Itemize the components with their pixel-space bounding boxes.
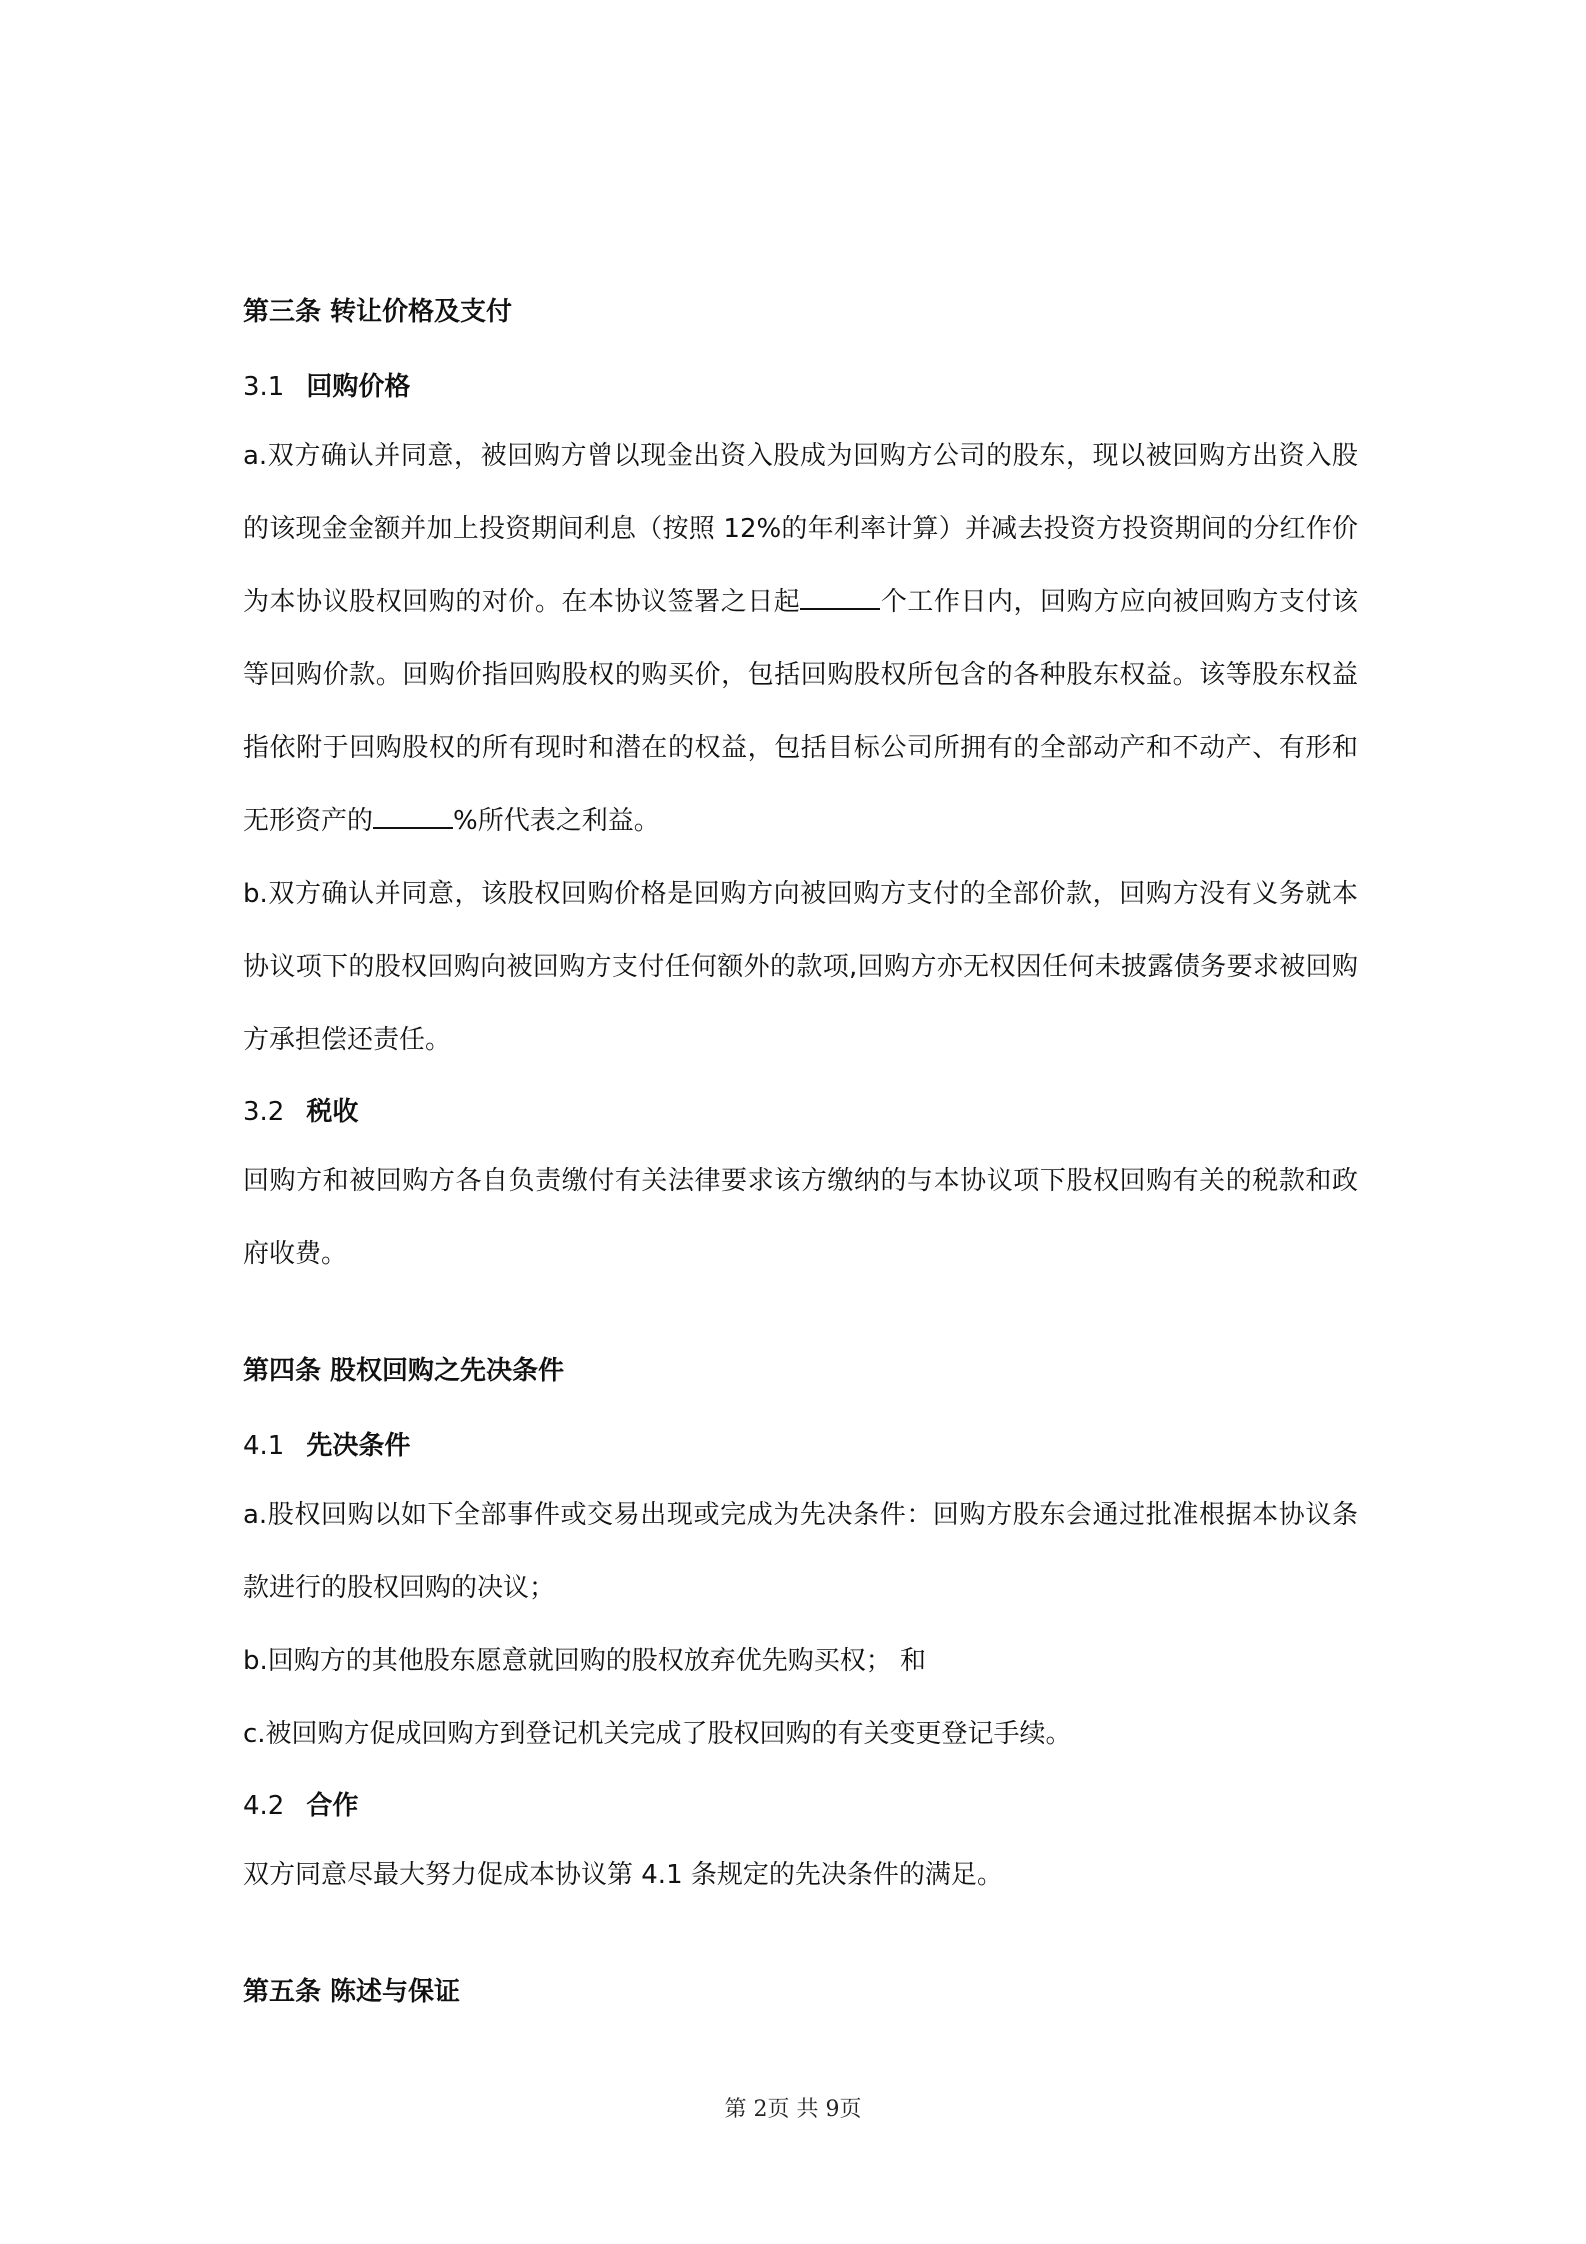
clause-4-1-a: a.股权回购以如下全部事件或交易出现或完成为先决条件：回购方股东会通过批准根据本协议条款进行的股权回购的决议； [243, 1500, 1358, 1603]
blank-working-days [800, 582, 880, 610]
section-4-2-title: 合作 [306, 1791, 359, 1821]
clause-4-2-text: 双方同意尽最大努力促成本协议第 4.1 条规定的先决条件的满足。 [243, 1860, 1003, 1890]
clause-3-2-text: 回购方和被回购方各自负责缴付有关法律要求该方缴纳的与本协议项下股权回购有关的税款和政府收费。 [243, 1166, 1358, 1269]
clause-3-1-a-part3: %所代表之利益。 [453, 806, 660, 836]
clause-3-1-a [243, 420, 1358, 858]
section-3-2-title: 税收 [306, 1097, 359, 1127]
document-body [243, 292, 1358, 2012]
article-4-title: 第四条 股权回购之先决条件 [243, 1356, 565, 1386]
section-4-2-heading [243, 1786, 1358, 1826]
clause-3-1-b: b.双方确认并同意，该股权回购价格是回购方向被回购方支付的全部价款，回购方没有义务就本协议项下的股权回购向被回购方支付任何额外的款项,回购方亦无权因任何未披露债务要求被回购方承担偿还责任。 [243, 879, 1358, 1055]
article-3-title: 第三条 转让价格及支付 [243, 297, 513, 327]
article-5-title: 第五条 陈述与保证 [243, 1977, 461, 2007]
clause-4-1-c: c.被回购方促成回购方到登记机关完成了股权回购的有关变更登记手续。 [243, 1719, 1072, 1749]
section-4-1-number: 4.1 [243, 1431, 285, 1461]
section-4-1-title: 先决条件 [306, 1431, 411, 1461]
page-footer: 第 2页 共 9页 [724, 2097, 862, 2122]
clause-3-1-a-part2: 个工作日内，回购方应向被回购方支付该等回购价款。回购价指回购股权的购买价，包括回购股权所包含的各种股东权益。该等股东权益指依附于回购股权的所有现时和潜在的权益，包括目标公司所拥有的全部动产和不动产、有形和无形资产的 [243, 587, 1358, 836]
section-3-1-number: 3.1 [243, 372, 285, 402]
section-3-1-title: 回购价格 [306, 372, 411, 402]
section-3-1-heading [243, 367, 1358, 407]
section-3-2-number: 3.2 [243, 1097, 285, 1127]
clause-3-1-a-part1: a.双方确认并同意，被回购方曾以现金出资入股成为回购方公司的股东，现以被回购方出资入股的该现金金额并加上投资期间利息（按照 12%的年利率计算）并减去投资方投资期间的分红作价为本协议股权回购的对价。在本协议签署之日起 [243, 441, 1358, 617]
blank-percentage [373, 801, 453, 829]
section-4-2-number: 4.2 [243, 1791, 285, 1821]
spacer [243, 332, 1358, 367]
clause-4-1-b: b.回购方的其他股东愿意就回购的股权放弃优先购买权； 和 [243, 1646, 927, 1676]
section-4-1-heading [243, 1426, 1358, 1466]
section-3-2-heading [243, 1092, 1358, 1132]
